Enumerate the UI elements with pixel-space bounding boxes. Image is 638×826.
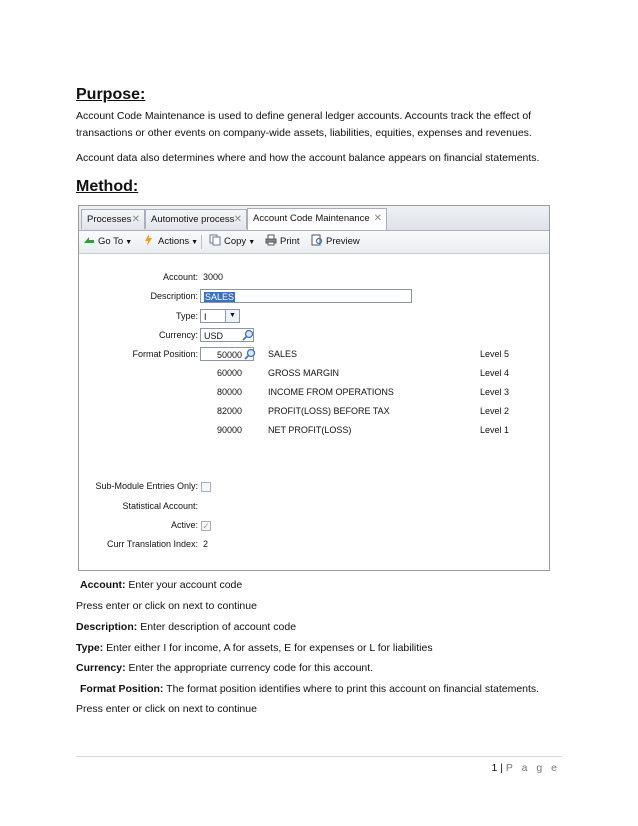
format-row-name: INCOME FROM OPERATIONS bbox=[268, 387, 394, 397]
format-row-code: 60000 bbox=[217, 368, 243, 378]
goto-button[interactable] bbox=[83, 234, 132, 250]
instruction-line: Press enter or click on next to continue bbox=[76, 703, 257, 715]
page-footer bbox=[0, 762, 560, 774]
description-label: Description: bbox=[150, 291, 198, 301]
purpose-paragraph-2: Account data also determines where and how the account balance appears on financial statements. bbox=[76, 152, 540, 164]
checkmark-icon: ✓ bbox=[202, 521, 210, 531]
tab-automotive-process[interactable] bbox=[145, 209, 247, 229]
tab-label: Processes bbox=[87, 214, 132, 225]
tab-processes[interactable] bbox=[81, 209, 145, 229]
page-word: P a g e bbox=[505, 762, 560, 774]
close-icon[interactable]: ✕ bbox=[233, 214, 242, 225]
lightning-icon bbox=[143, 234, 155, 246]
format-row-code: 82000 bbox=[217, 406, 243, 416]
format-row-level: Level 4 bbox=[480, 368, 510, 378]
format-row-name: PROFIT(LOSS) BEFORE TAX bbox=[268, 406, 390, 416]
close-icon[interactable]: ✕ bbox=[373, 213, 382, 224]
account-code-maintenance-screenshot bbox=[78, 205, 550, 571]
actions-button[interactable] bbox=[143, 234, 198, 250]
tab-label: Automotive process bbox=[151, 214, 235, 225]
copy-icon bbox=[209, 234, 221, 246]
submodule-entries-checkbox[interactable] bbox=[201, 482, 211, 492]
page-number: 1 bbox=[491, 762, 498, 774]
format-row-level: Level 1 bbox=[480, 425, 510, 435]
active-label: Active: bbox=[170, 520, 198, 530]
format-row-code: 80000 bbox=[217, 387, 243, 397]
purpose-heading: Purpose: bbox=[76, 86, 146, 103]
instruction-type bbox=[76, 642, 433, 654]
preview-label: Preview bbox=[326, 236, 360, 247]
type-select[interactable] bbox=[200, 309, 240, 323]
preview-button[interactable] bbox=[311, 234, 360, 250]
instruction-term: Currency: bbox=[76, 662, 126, 674]
format-row-level: Level 5 bbox=[480, 349, 510, 359]
method-heading: Method: bbox=[76, 178, 139, 195]
instruction-term: Account: bbox=[80, 579, 126, 591]
active-checkbox[interactable] bbox=[201, 521, 211, 531]
instruction-text: Enter your account code bbox=[128, 579, 243, 591]
search-icon[interactable] bbox=[242, 329, 254, 341]
type-label: Type: bbox=[175, 311, 198, 321]
tab-label: Account Code Maintenance bbox=[253, 213, 370, 224]
toolbar bbox=[79, 231, 549, 254]
format-row-name: SALES bbox=[268, 349, 298, 359]
print-label: Print bbox=[280, 236, 300, 247]
format-position-label: Format Position: bbox=[132, 349, 198, 359]
tab-account-code-maintenance[interactable] bbox=[247, 208, 387, 230]
submodule-entries-label: Sub-Module Entries Only: bbox=[95, 481, 198, 491]
currency-value: USD bbox=[204, 331, 224, 341]
account-label: Account: bbox=[162, 272, 198, 282]
currency-label: Currency: bbox=[158, 330, 198, 340]
purpose-paragraph-1: Account Code Maintenance is used to define general ledger accounts. Accounts track the effect of transactions or other events on company-wide assets, liabilities, equities, expenses and revenues. bbox=[76, 110, 532, 139]
description-field[interactable] bbox=[200, 289, 412, 303]
chevron-down-icon[interactable]: ▼ bbox=[225, 310, 239, 322]
instruction-text: Enter either I for income, A for assets, E for expenses or L for liabilities bbox=[106, 642, 433, 654]
instruction-term: Format Position: bbox=[80, 683, 164, 695]
instruction-currency bbox=[76, 662, 373, 674]
toolbar-divider bbox=[201, 235, 202, 249]
instruction-text: Enter description of account code bbox=[140, 621, 297, 633]
dropdown-arrow-icon: ▼ bbox=[248, 239, 256, 246]
goto-label: Go To bbox=[98, 236, 124, 247]
footer-divider bbox=[76, 756, 562, 757]
curr-translation-index-label: Curr Translation Index: bbox=[106, 539, 198, 549]
curr-translation-index-value: 2 bbox=[203, 539, 209, 549]
instruction-line: Press enter or click on next to continue bbox=[76, 600, 257, 612]
format-row-name: GROSS MARGIN bbox=[268, 368, 340, 378]
close-icon[interactable]: ✕ bbox=[131, 214, 140, 225]
format-position-value: 50000 bbox=[216, 350, 242, 360]
footer-separator: | bbox=[500, 762, 503, 774]
format-row-level: Level 3 bbox=[480, 387, 510, 397]
copy-label: Copy bbox=[224, 236, 247, 247]
statistical-account-label: Statistical Account: bbox=[122, 501, 198, 511]
dropdown-arrow-icon: ▼ bbox=[125, 239, 133, 246]
printer-icon bbox=[265, 234, 277, 246]
type-value: I bbox=[204, 312, 207, 322]
format-row-level: Level 2 bbox=[480, 406, 510, 416]
search-icon[interactable] bbox=[244, 348, 256, 360]
account-value: 3000 bbox=[203, 272, 224, 282]
instruction-account bbox=[80, 579, 242, 591]
format-row-code: 90000 bbox=[217, 425, 243, 435]
instruction-term: Type: bbox=[76, 642, 104, 654]
copy-button[interactable] bbox=[209, 234, 255, 250]
instruction-format-position bbox=[80, 683, 539, 695]
goto-arrow-icon bbox=[83, 234, 95, 246]
description-value: SALES bbox=[205, 292, 235, 302]
actions-label: Actions bbox=[158, 236, 190, 247]
instruction-text: Enter the appropriate currency code for this account. bbox=[128, 662, 374, 674]
print-button[interactable] bbox=[265, 234, 300, 250]
instruction-text: The format position identifies where to print this account on financial statements. bbox=[166, 683, 540, 695]
format-row-name: NET PROFIT(LOSS) bbox=[268, 425, 352, 435]
tab-bar bbox=[79, 206, 549, 231]
instruction-term: Description: bbox=[76, 621, 138, 633]
dropdown-arrow-icon: ▼ bbox=[191, 239, 199, 246]
instruction-description bbox=[76, 621, 296, 633]
preview-icon bbox=[311, 234, 323, 246]
